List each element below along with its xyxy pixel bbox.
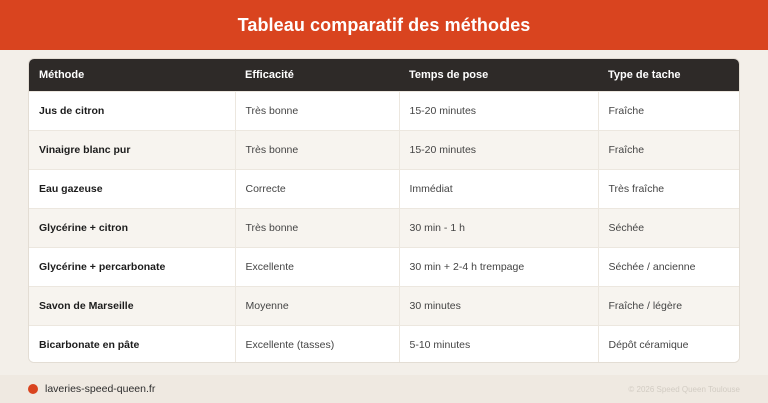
column-header-type-de-tache: Type de tache (608, 68, 681, 81)
table-row (29, 247, 740, 286)
cell-method: Savon de Marseille (29, 286, 235, 325)
page-title: Tableau comparatif des méthodes (237, 14, 531, 35)
cell-efficacy: Moyenne (235, 286, 399, 325)
cell-stain-type: Séchée / ancienne (608, 260, 696, 273)
cell-duration: 5-10 minutes (399, 325, 598, 363)
cell-stain-type: Fraîche (608, 143, 645, 156)
table-row (29, 91, 740, 130)
cell-method: Eau gazeuse (29, 169, 235, 208)
comparison-table-card (28, 58, 740, 363)
cell-efficacy: Excellente (235, 247, 399, 286)
table-row (29, 325, 740, 363)
cell-method: Vinaigre blanc pur (29, 130, 235, 169)
column-header-temps-de-pose: Temps de pose (409, 68, 489, 81)
column-header-methode: Méthode (39, 68, 85, 81)
comparison-table (29, 59, 740, 363)
table-row (29, 208, 740, 247)
cell-stain-type: Dépôt céramique (608, 338, 689, 351)
cell-duration: 30 min + 2-4 h trempage (399, 247, 598, 286)
page-footer (0, 375, 768, 403)
cell-efficacy: Correcte (235, 169, 399, 208)
cell-efficacy: Très bonne (235, 130, 399, 169)
cell-efficacy: Excellente (tasses) (235, 325, 399, 363)
cell-stain-type: Fraîche (608, 104, 645, 117)
copyright-text: © 2026 Speed Queen Toulouse (628, 384, 740, 394)
column-header-efficacite: Efficacité (245, 68, 294, 81)
footer-brand[interactable] (28, 383, 155, 395)
table-header-row (29, 59, 740, 91)
cell-duration: Immédiat (399, 169, 598, 208)
cell-stain-type: Très fraîche (608, 182, 665, 195)
cell-duration: 15-20 minutes (399, 130, 598, 169)
cell-duration: 30 min - 1 h (399, 208, 598, 247)
table-row (29, 169, 740, 208)
cell-duration: 30 minutes (399, 286, 598, 325)
cell-method: Bicarbonate en pâte (29, 325, 235, 363)
cell-method: Jus de citron (29, 91, 235, 130)
cell-method: Glycérine + percarbonate (29, 247, 235, 286)
table-row (29, 130, 740, 169)
brand-link[interactable]: laveries-speed-queen.fr (45, 383, 156, 395)
cell-stain-type: Fraîche / légère (608, 299, 683, 312)
brand-dot-icon (28, 384, 38, 394)
cell-method: Glycérine + citron (29, 208, 235, 247)
cell-efficacy: Très bonne (235, 91, 399, 130)
cell-duration: 15-20 minutes (399, 91, 598, 130)
cell-stain-type: Séchée (608, 221, 645, 234)
page-header (0, 0, 768, 50)
cell-efficacy: Très bonne (235, 208, 399, 247)
table-row (29, 286, 740, 325)
